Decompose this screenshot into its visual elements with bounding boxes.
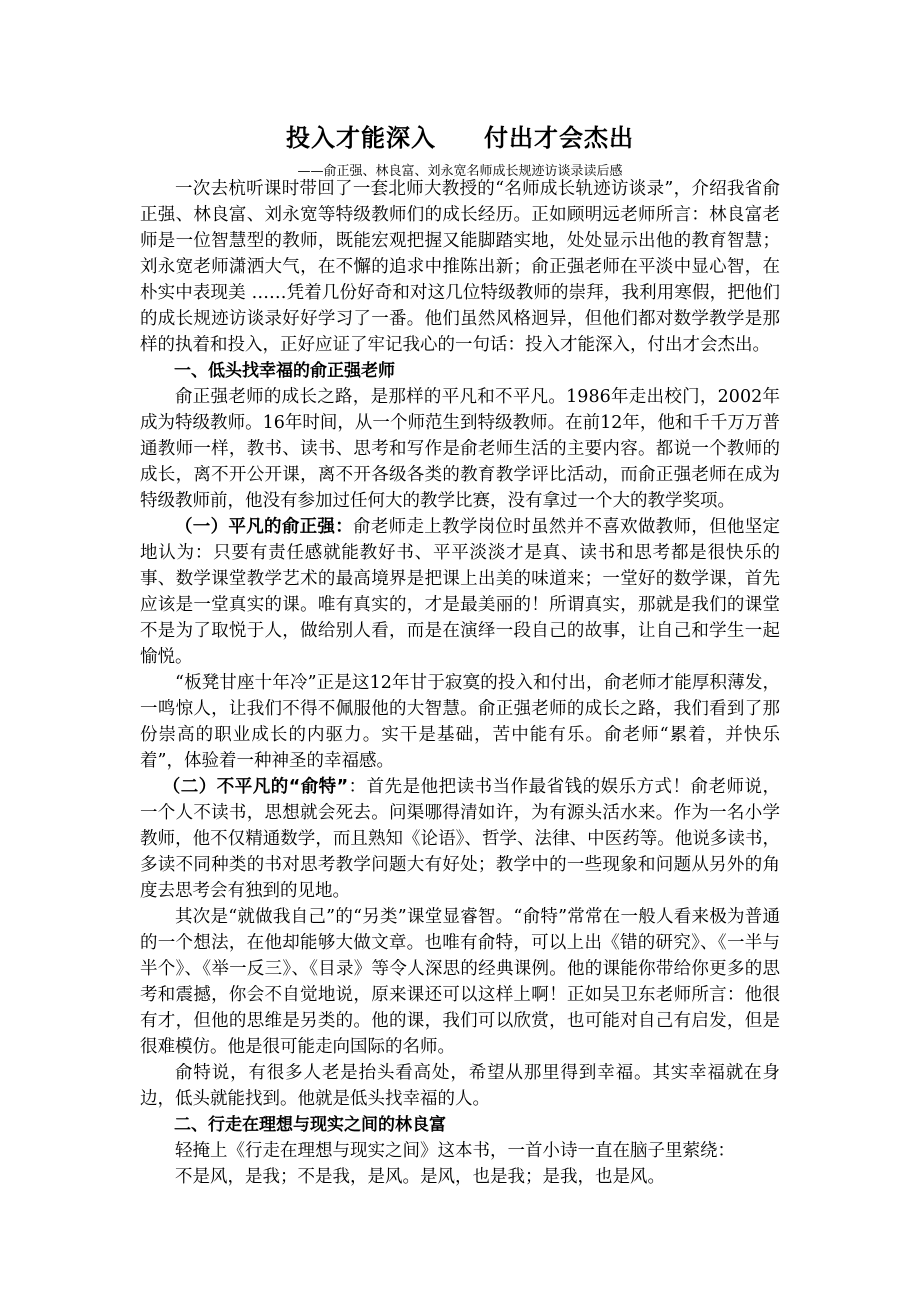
- section-1-heading: 一、低头找幸福的俞正强老师: [174, 361, 395, 381]
- subsection-1-lead: （一）平凡的俞正强：: [175, 517, 354, 537]
- intro-paragraph: 一次去杭听课时带回了一套北师大教授的“名师成长轨迹访谈录”，介绍我省俞正强、林良富、刘永宽等特级教师们的成长经历。正如顾明远老师所言：林良富老师是一位智慧型的教师，既能宏观把握又能脚踏实地，处处显示出他的教育智慧；刘永宽老师潇洒大气，在不懈的追求中推陈出新；俞正强老师在平淡中显心智，在朴实中表现美 ……凭着几份好奇和对这几位特级教师的崇拜，我利用寒假，把他们的成长规迹访谈录好好学习了一番。他们虽然风格迥异，但他们都对数学教学是那样的执着和投入，正好应证了牢记我心的一句话：投入才能深入，付出才会杰出。: [140, 179, 780, 355]
- subsection-1-paragraph: [140, 514, 780, 670]
- title-part-1: 投入才能深入: [286, 124, 436, 152]
- document-subtitle: ——俞正强、林良富、刘永宽名师成长规迹访谈录读后感: [297, 164, 623, 179]
- section-2-poem: 不是风，是我；不是我，是风。是风，也是我；是我，也是风。: [175, 1167, 665, 1187]
- subsection-1-paragraph-2: “板凳甘座十年冷”正是这12年甘于寂寞的投入和付出，俞老师才能厚积薄发，一鸣惊人，让我们不得不佩服他的大智慧。俞正强老师的成长之路，我们看到了那份崇高的职业成长的内驱力。实干是基础，苦中能有乐。俞老师“累着，并快乐着”，体验着一种神圣的幸福感。: [140, 673, 780, 771]
- document-title: [0, 118, 920, 153]
- section-2-heading: 二、行走在理想与现实之间的林良富: [174, 1115, 446, 1135]
- subsection-2-paragraph-2: 其次是“就做我自己”的“另类”课堂显睿智。“俞特”常常在一般人看来极为普通的一个想法，在他却能够大做文章。也唯有俞特，可以上出《错的研究》、《一半与半个》、《举一反三》、《目录》等令人深思的经典课例。他的课能你带给你更多的思考和震撼，你会不自觉地说，原来课还可以这样上啊！正如吴卫东老师所言：他很有才，但他的思维是另类的。他的课，我们可以欣赏，也可能对自己有启发，但是很难模仿。他是很可能走向国际的名师。: [140, 907, 780, 1057]
- subsection-2-paragraph: [140, 774, 780, 904]
- document-body: [140, 176, 780, 1190]
- subsection-1-text: 俞老师走上教学岗位时虽然并不喜欢做教师，但他坚定地认为：只要有责任感就能教好书、平平淡淡才是真、读书和思考都是很快乐的事、数学课堂教学艺术的最高境界是把课上出美的味道来；一堂好的数学课，首先应该是一堂真实的课。唯有真实的，才是最美丽的！所谓真实，那就是我们的课堂不是为了取悦于人，做给别人看，而是在演绎一段自己的故事，让自己和学生一起愉悦。: [140, 517, 780, 667]
- section-1-paragraph-1: 俞正强老师的成长之路，是那样的平凡和不平凡。1986年走出校门，2002年成为特级教师。16年时间，从一个师范生到特级教师。在前12年，他和千千万万普通教师一样，教书、读书、思考和写作是俞老师生活的主要内容。都说一个教师的成长，离不开公开课，离不开各级各类的教育教学评比活动，而俞正强老师在成为特级教师前，他没有参加过任何大的教学比赛，没有拿过一个大的教学奖项。: [140, 387, 780, 511]
- subsection-2-lead: （二）不平凡的“俞特”: [162, 777, 349, 797]
- title-part-2: 付出才会杰出: [484, 124, 634, 152]
- subsection-2-paragraph-3: 俞特说，有很多人老是抬头看高处，希望从那里得到幸福。其实幸福就在身边，低头就能找到。他就是低头找幸福的人。: [140, 1063, 780, 1109]
- section-2-paragraph-1: 轻掩上《行走在理想与现实之间》这本书，一首小诗一直在脑子里萦绕：: [175, 1141, 735, 1161]
- subsection-2-text: ：首先是他把读书当作最省钱的娱乐方式！俞老师说，一个人不读书，思想就会死去。问渠哪得清如许，为有源头活水来。作为一名小学教师，他不仅精通数学，而且熟知《论语》、哲学、法律、中医药等。他说多读书，多读不同种类的书对思考教学问题大有好处；教学中的一些现象和问题从另外的角度去思考会有独到的见地。: [140, 777, 780, 901]
